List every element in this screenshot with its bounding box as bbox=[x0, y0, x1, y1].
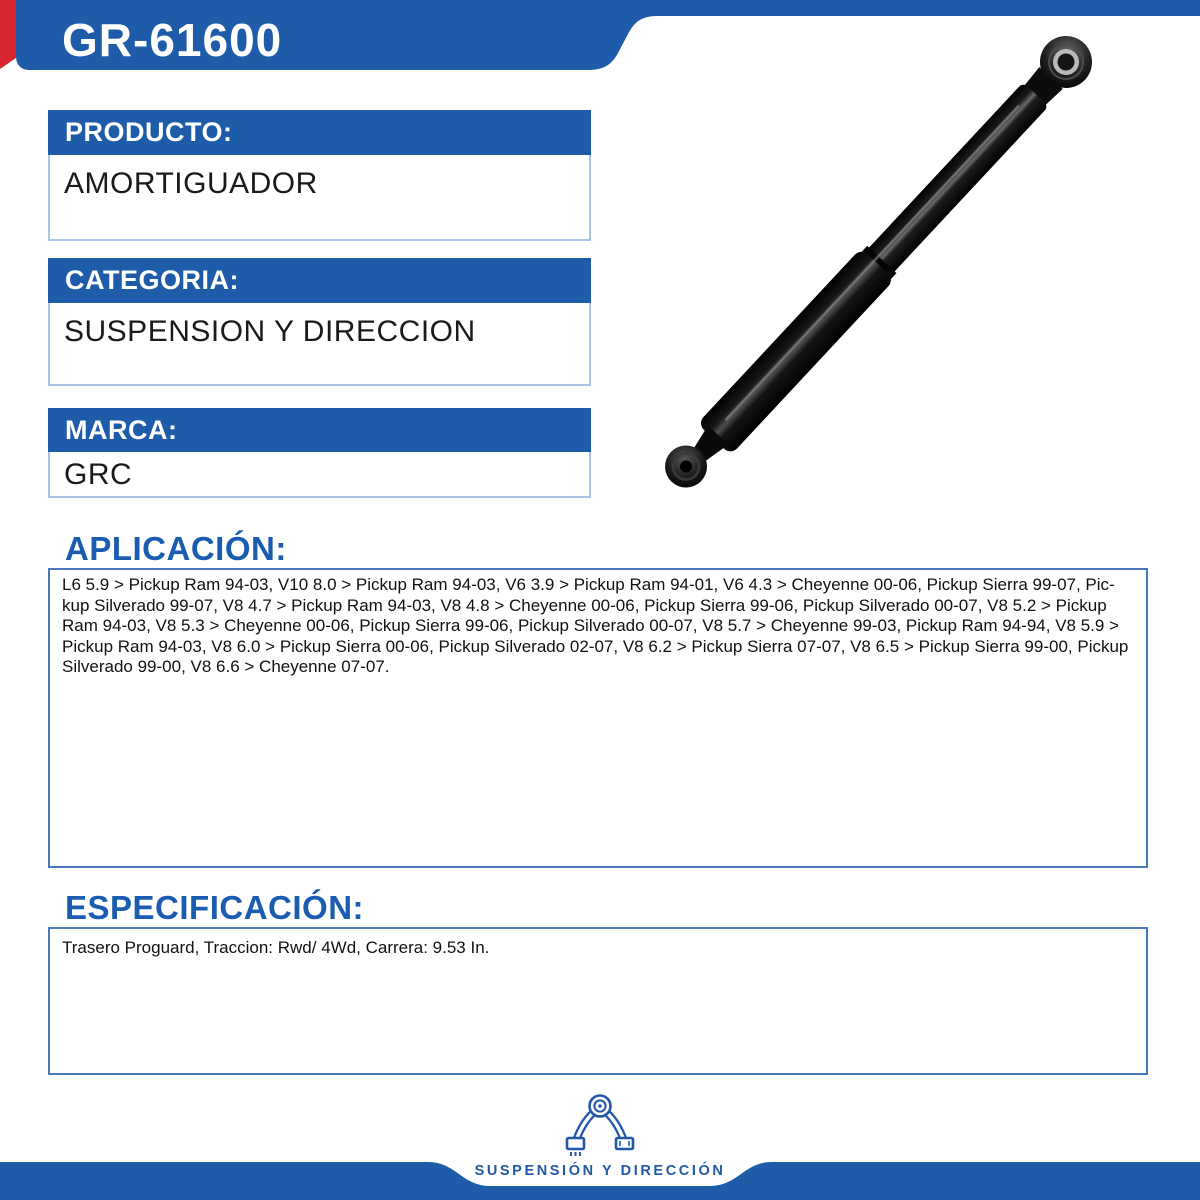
marca-label-bar bbox=[48, 408, 591, 453]
reserve-tube bbox=[697, 248, 894, 455]
application-line: kup Silverado 99-07, V8 4.7 > Pickup Ram 94-03, V8 4.8 > Cheyenne 00-06, Pickup Sierra 99-06, Pickup Silverado 00-07, V8 5.2 > Pickup bbox=[62, 595, 1107, 615]
categoria-value: SUSPENSION Y DIRECCION bbox=[64, 315, 476, 348]
application-line: Silverado 99-00, V8 6.6 > Cheyenne 07-07. bbox=[62, 657, 390, 676]
aplicacion-box bbox=[48, 568, 1148, 868]
gloss-highlight bbox=[725, 105, 1020, 421]
producto-value-box bbox=[48, 155, 591, 241]
application-line: L6 5.9 > Pickup Ram 94-03, V10 8.0 > Pickup Ram 94-03, V6 3.9 > Pickup Ram 94-01, V6 4.3 > Cheyenne 00-06, Pickup Sierra 99-07, Pic- bbox=[62, 575, 1115, 594]
specification-text: Trasero Proguard, Traccion: Rwd/ 4Wd, Carrera: 9.53 In. bbox=[62, 938, 490, 957]
application-line: Pickup Ram 94-03, V8 6.0 > Pickup Sierra 00-06, Pickup Silverado 02-07, V8 6.2 > Pickup Sierra 07-07, V8 6.5 > Pickup Sierra 99-00, Pickup bbox=[62, 636, 1129, 656]
producto-label: PRODUCTO: bbox=[65, 117, 233, 147]
application-line: Ram 94-03, V8 5.3 > Cheyenne 00-06, Pickup Sierra 99-06, Pickup Silverado 00-07, V8 5.7 > Cheyenne 99-03, Pickup Ram 94-94, V8 5.9 > bbox=[62, 616, 1119, 635]
marca-label: MARCA: bbox=[65, 415, 178, 445]
control-arm-icon bbox=[555, 1091, 645, 1161]
dust-tube bbox=[862, 82, 1049, 278]
marca-value: GRC bbox=[64, 458, 133, 491]
categoria-value-box bbox=[48, 303, 591, 386]
producto-value: AMORTIGUADOR bbox=[64, 167, 318, 200]
categoria-label-bar bbox=[48, 258, 591, 303]
shock-absorber-image bbox=[620, 0, 1180, 560]
shock-absorber-body bbox=[654, 25, 1103, 501]
marca-value-box bbox=[48, 452, 591, 498]
especificacion-box bbox=[48, 927, 1148, 1075]
part-number-title: GR-61600 bbox=[62, 14, 283, 66]
footer-brand-text: SUSPENSIÓN Y DIRECCIÓN bbox=[474, 1163, 726, 1179]
especificacion-heading: ESPECIFICACIÓN: bbox=[65, 889, 365, 926]
producto-label-bar bbox=[48, 110, 591, 155]
categoria-label: CATEGORIA: bbox=[65, 265, 239, 295]
aplicacion-heading: APLICACIÓN: bbox=[65, 530, 287, 567]
red-accent-ribbon bbox=[0, 0, 16, 69]
